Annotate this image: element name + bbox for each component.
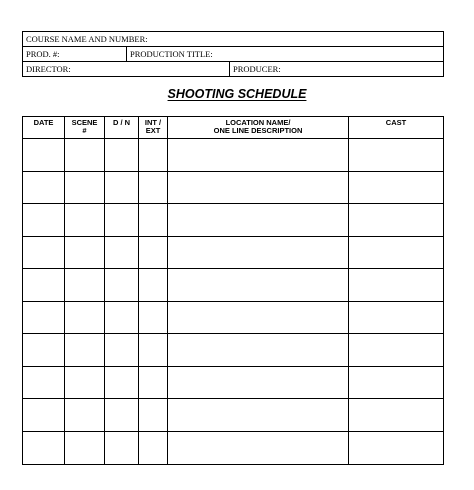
course-row: [23, 32, 443, 47]
column-header-day-night: [105, 117, 139, 138]
schedule-row[interactable]: [23, 172, 443, 205]
schedule-row[interactable]: [23, 269, 443, 302]
schedule-row[interactable]: [23, 432, 443, 465]
column-header-int-ext: [139, 117, 168, 138]
page-title-text: SHOOTING SCHEDULE: [167, 87, 307, 101]
column-header-location-line2: ONE LINE DESCRIPTION: [213, 126, 303, 135]
director-row: [23, 62, 443, 76]
director-label: DIRECTOR:: [26, 64, 71, 74]
page-title: [0, 87, 474, 101]
column-header-date: [23, 117, 65, 138]
producer-label: PRODUCER:: [233, 64, 281, 74]
prod-row: [23, 47, 443, 62]
column-header-location-line1: LOCATION NAME/: [225, 118, 291, 127]
schedule-row[interactable]: [23, 367, 443, 400]
schedule-row[interactable]: [23, 302, 443, 335]
director-field[interactable]: [23, 62, 230, 76]
course-name-field[interactable]: [23, 32, 443, 46]
column-header-location: [168, 117, 349, 138]
schedule-row[interactable]: [23, 139, 443, 172]
column-header-day-night-line1: D / N: [112, 118, 131, 127]
column-header-int-ext-line1: INT /: [144, 118, 162, 127]
schedule-row[interactable]: [23, 204, 443, 237]
column-header-scene-line2: #: [82, 126, 87, 135]
column-header-int-ext-line2: EXT: [145, 126, 161, 135]
shooting-schedule-table: [22, 116, 444, 465]
production-info-box: [22, 31, 444, 77]
schedule-row[interactable]: [23, 334, 443, 367]
column-header-scene: [65, 117, 105, 138]
producer-field[interactable]: [230, 62, 443, 76]
column-header-date-line1: DATE: [33, 118, 54, 127]
production-title-field[interactable]: [127, 47, 443, 61]
prod-number-field[interactable]: [23, 47, 127, 61]
schedule-row[interactable]: [23, 237, 443, 270]
column-header-scene-line1: SCENE: [71, 118, 98, 127]
column-header-cast: [349, 117, 443, 138]
course-name-label: COURSE NAME AND NUMBER:: [26, 34, 148, 44]
column-header-cast-line1: CAST: [385, 118, 407, 127]
prod-number-label: PROD. #:: [26, 49, 60, 59]
production-title-label: PRODUCTION TITLE:: [130, 49, 213, 59]
schedule-row[interactable]: [23, 399, 443, 432]
